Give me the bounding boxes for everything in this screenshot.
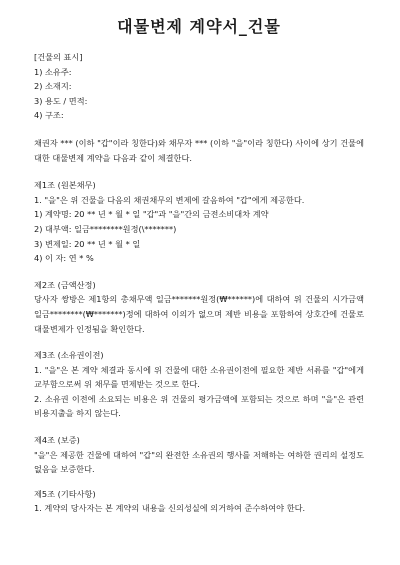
article-3-title: 제3조 (소유권이전)	[34, 350, 104, 361]
article-4	[34, 433, 364, 477]
article-5-body: 1. 계약의 당사자는 본 계약의 내용을 신의성실에 의거하여 준수하여야 한다.	[34, 503, 306, 514]
article-1-repayment-date: 3) 변제일: 20 ** 년 * 월 * 일	[34, 238, 141, 249]
article-3	[34, 348, 364, 421]
article-1-loan-amount: 2) 대부액: 일금********원정(\*******)	[34, 223, 177, 234]
building-usage-area-line: 3) 용도 / 면적:	[34, 95, 88, 106]
building-structure-line: 4) 구조:	[34, 110, 64, 121]
article-1	[34, 178, 364, 266]
building-section-header: [건물의 표시]	[34, 52, 83, 62]
article-4-title: 제4조 (보증)	[34, 435, 80, 446]
building-address-line: 2) 소재지:	[34, 81, 72, 92]
article-4-body: "을"은 제공한 건물에 대하여 "갑"의 완전한 소유권의 행사를 저해하는 여하한 권리의 설정도 없음을 보증한다.	[34, 449, 364, 475]
article-1-contract-name: 1) 계약명: 20 ** 년 * 월 * 일 "갑"과 "을"간의 금전소비대차 계약	[34, 209, 269, 220]
intro-paragraph: 채권자 *** (이하 "갑"이라 칭한다)와 채무자 *** (이하 "을"이라 칭한다) 사이에 상기 건물에 대한 대물변제 계약을 다음과 같이 체결한다.	[34, 137, 364, 163]
article-1-body: 1. "을"은 위 건물을 다음의 채권채무의 변제에 갈음하여 "갑"에게 제공한다.	[34, 194, 305, 205]
article-2-title: 제2조 (금액산정)	[34, 279, 96, 290]
article-3-paragraph-2: 2. 소유권 이전에 소요되는 비용은 위 건물의 평가금액에 포함되는 것으로 하며 "을"은 관련 비용지출을 하지 않는다.	[34, 393, 364, 419]
article-1-title: 제1조 (원본채무)	[34, 180, 96, 191]
article-1-interest: 4) 이 자: 연 * %	[34, 253, 94, 264]
article-5-title: 제5조 (기타사항)	[34, 488, 96, 499]
article-5	[34, 487, 364, 516]
article-2-body: 당사자 쌍방은 제1항의 총채무액 일금*******원정(₩******)에 대하여 위 건물의 시가금액 일금********(₩*******)정에 대하여 이의가 없으며 제반 비용을 포함하여 상호간에 건물로 대물변제가 인정됨을 확인한다.	[34, 294, 364, 334]
document-title: 대물변제 계약서_건물	[117, 17, 281, 36]
article-3-paragraph-1: 1. "을"은 본 계약 체결과 동시에 위 건물에 대한 소유권이전에 필요한 제반 서류를 "갑"에게 교부함으로써 위 채무를 면제받는 것으로 한다.	[34, 364, 364, 390]
article-2	[34, 278, 364, 336]
building-section	[34, 50, 364, 123]
building-owner-line: 1) 소유주:	[34, 66, 72, 77]
